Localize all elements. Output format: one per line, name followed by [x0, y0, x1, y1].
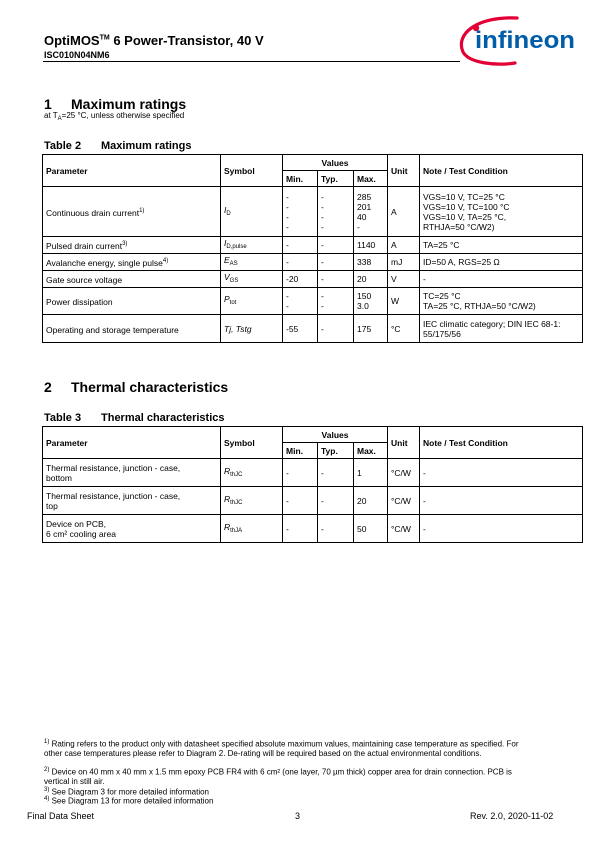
- param-cell: Operating and storage temperature: [43, 315, 221, 343]
- param-cell: Pulsed drain current$^{3)}$: [43, 237, 221, 254]
- max-cell: 338: [354, 254, 388, 271]
- param-cell: Thermal resistance, junction - case, top: [43, 487, 221, 515]
- section-1-condition: at $T_A=25$ °C, unless otherwise specified: [44, 111, 185, 122]
- footnote-3: $^{3)}$ See Diagram 3 for more detailed information: [44, 787, 209, 797]
- table-row: [43, 254, 583, 271]
- max-cell: 175: [354, 315, 388, 343]
- infineon-logo: [455, 12, 580, 66]
- param-cell: Power dissipation: [43, 288, 221, 315]
- table-row: [43, 187, 583, 237]
- typ-cell: -: [318, 459, 354, 487]
- typ-cell: - -: [318, 288, 354, 315]
- note-cell: -: [420, 515, 583, 543]
- col-header-min: Min.: [283, 171, 318, 187]
- min-cell: - - - -: [283, 187, 318, 237]
- typ-cell: -: [318, 515, 354, 543]
- note-cell: TC=25 °C TA=25 °C, RTHJA=50 °C/W2): [420, 288, 583, 315]
- symbol-cell: $R_{thJA}$: [221, 515, 283, 543]
- min-cell: -: [283, 515, 318, 543]
- col-header-max: Max.: [354, 171, 388, 187]
- note-cell: ID=50 A, RGS=25 Ω: [420, 254, 583, 271]
- part-number: ISC010N04NM6: [44, 50, 110, 60]
- unit-cell: °C/W: [388, 515, 420, 543]
- col-header-symbol: Symbol: [221, 427, 283, 459]
- max-cell: 50: [354, 515, 388, 543]
- unit-cell: °C/W: [388, 487, 420, 515]
- header-rule: [43, 61, 460, 62]
- table-row: [43, 515, 583, 543]
- thermal-characteristics-table: [42, 426, 583, 543]
- footer-revision: Rev. 2.0, 2020-11-02: [470, 811, 554, 821]
- min-cell: -55: [283, 315, 318, 343]
- param-cell: Thermal resistance, junction - case, bottom: [43, 459, 221, 487]
- table-row: [43, 459, 583, 487]
- table-row: [43, 288, 583, 315]
- col-header-min: Min.: [283, 443, 318, 459]
- symbol-cell: $E_{AS}$: [221, 254, 283, 271]
- param-cell: Gate source voltage: [43, 271, 221, 288]
- table-row: [43, 237, 583, 254]
- min-cell: -20: [283, 271, 318, 288]
- min-cell: -: [283, 237, 318, 254]
- col-header-max: Max.: [354, 443, 388, 459]
- unit-cell: °C/W: [388, 459, 420, 487]
- col-header-parameter: Parameter: [43, 155, 221, 187]
- symbol-cell: $P_{tot}$: [221, 288, 283, 315]
- section-1-heading: 1 Maximum ratings: [44, 96, 187, 112]
- symbol-cell: $R_{thJC}$: [221, 487, 283, 515]
- table-row: [43, 271, 583, 288]
- typ-cell: - - - -: [318, 187, 354, 237]
- unit-cell: mJ: [388, 254, 420, 271]
- section-2-heading: 2 Thermal characteristics: [44, 379, 229, 395]
- note-cell: IEC climatic category; DIN IEC 68-1: 55/175/56: [420, 315, 583, 343]
- unit-cell: W: [388, 288, 420, 315]
- footer-page-number: 3: [295, 811, 301, 821]
- min-cell: -: [283, 459, 318, 487]
- col-header-parameter: Parameter: [43, 427, 221, 459]
- col-header-values: Values: [283, 427, 388, 443]
- note-cell: -: [420, 271, 583, 288]
- col-header-typ: Typ.: [318, 443, 354, 459]
- max-cell: 285 201 40 -: [354, 187, 388, 237]
- footnote-2: $^{2)}$ Device on 40 mm x 40 mm x 1.5 mm epoxy PCB FR4 with 6 cm² (one layer, 70 µm thick) copper area for drain connection. PCB is vertical in still air.: [44, 767, 512, 786]
- table-3-caption: Table 3 Thermal characteristics: [44, 412, 225, 424]
- symbol-cell: Tj, Tstg: [221, 315, 283, 343]
- svg-text:infineon: infineon: [475, 27, 575, 54]
- col-header-note: Note / Test Condition: [420, 155, 583, 187]
- param-cell: Continuous drain current$^{1)}$: [43, 187, 221, 237]
- maximum-ratings-table: [42, 154, 583, 343]
- param-cell: Avalanche energy, single pulse$^{4)}$: [43, 254, 221, 271]
- table-2-caption: Table 2 Maximum ratings: [44, 140, 192, 152]
- param-cell: Device on PCB, 6 cm² cooling area: [43, 515, 221, 543]
- unit-cell: A: [388, 187, 420, 237]
- col-header-symbol: Symbol: [221, 155, 283, 187]
- typ-cell: -: [318, 487, 354, 515]
- footer-doc-type: Final Data Sheet: [27, 811, 95, 821]
- note-cell: -: [420, 487, 583, 515]
- unit-cell: V: [388, 271, 420, 288]
- max-cell: 20: [354, 271, 388, 288]
- footnote-1: $^{1)}$ Rating refers to the product only with datasheet specified absolute maximum values, maintaining case temperature as specified. For other case temperatures please refer to Diagram 2. De-rating will be required based on the actual environmental conditions.: [44, 739, 519, 758]
- max-cell: 1140: [354, 237, 388, 254]
- note-cell: TA=25 °C: [420, 237, 583, 254]
- table-row: [43, 487, 583, 515]
- typ-cell: -: [318, 271, 354, 288]
- symbol-cell: $R_{thJC}$: [221, 459, 283, 487]
- max-cell: 150 3.0: [354, 288, 388, 315]
- typ-cell: -: [318, 237, 354, 254]
- symbol-cell: $V_{GS}$: [221, 271, 283, 288]
- col-header-typ: Typ.: [318, 171, 354, 187]
- document-title: OptiMOS™ 6 Power-Transistor, 40 V: [44, 33, 264, 48]
- min-cell: -: [283, 254, 318, 271]
- symbol-cell: $I_{D,pulse}$: [221, 237, 283, 254]
- col-header-unit: Unit: [388, 427, 420, 459]
- max-cell: 1: [354, 459, 388, 487]
- unit-cell: A: [388, 237, 420, 254]
- col-header-values: Values: [283, 155, 388, 171]
- footnote-4: $^{4)}$ See Diagram 13 for more detailed information: [44, 796, 214, 806]
- note-cell: VGS=10 V, TC=25 °C VGS=10 V, TC=100 °C VGS=10 V, TA=25 °C, RTHJA=50 °C/W2): [420, 187, 583, 237]
- note-cell: -: [420, 459, 583, 487]
- max-cell: 20: [354, 487, 388, 515]
- table-row: [43, 315, 583, 343]
- typ-cell: -: [318, 254, 354, 271]
- unit-cell: °C: [388, 315, 420, 343]
- min-cell: -: [283, 487, 318, 515]
- symbol-cell: $I_D$: [221, 187, 283, 237]
- min-cell: - -: [283, 288, 318, 315]
- col-header-note: Note / Test Condition: [420, 427, 583, 459]
- typ-cell: -: [318, 315, 354, 343]
- col-header-unit: Unit: [388, 155, 420, 187]
